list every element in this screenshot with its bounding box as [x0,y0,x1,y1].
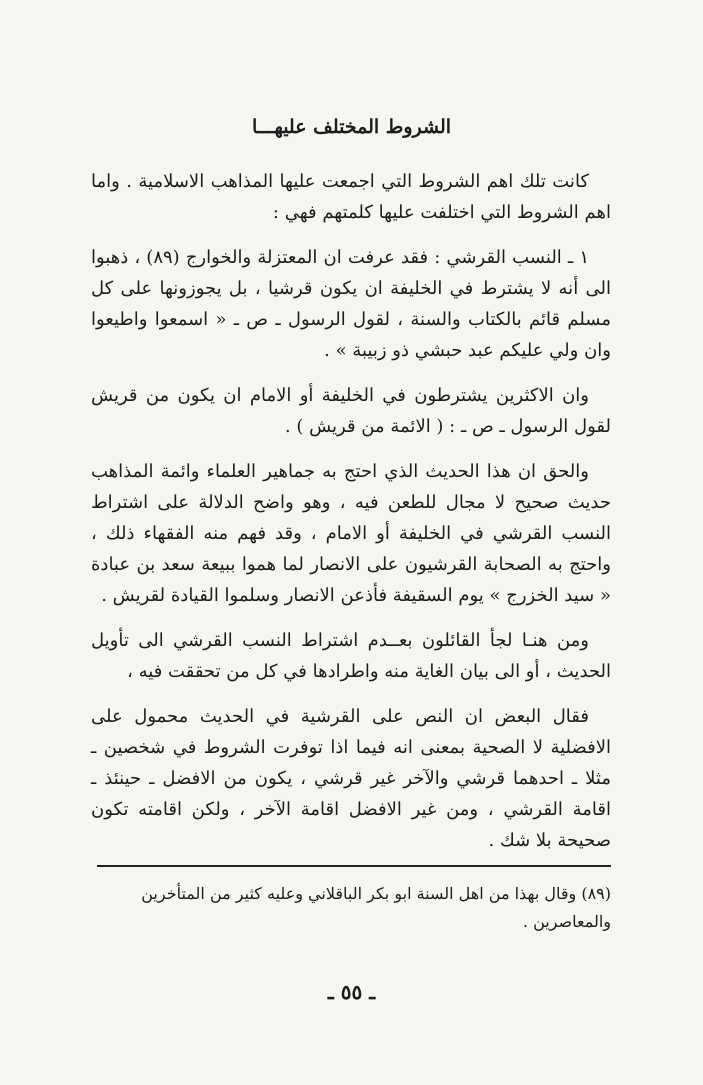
footnote: (٨٩) وقال بهذا من اهل السنة ابو بكر الباقلاني وعليه كثير من المتأخرين والمعاصرين . [141,884,611,931]
paragraph-preference: فقال البعض ان النص على القرشية في الحديث محمول على الافضلية لا الصحية بمعنى انه فيما اذا توفرت الشروط في شخصين ـ مثلا ـ احدهما قرشي والآخر غير قرشي ، يكون من الافضل ـ حينئذ ـ اقامة القرشي ، ومن غير الافضل اقامة الآخر ، ولكن اقامته تكون صحيحة بلا شك . [91,706,611,851]
paragraph-truth: والحق ان هذا الحديث الذي احتج به جماهير العلماء وائمة المذاهب حديث صحيح لا مجال للطعن فيه ، وهو واضح الدلالة على اشتراط النسب القرشي في الخليفة أو الامام ، وقد فهم منه الفقهاء ذلك ، واحتج به الصحابة القرشيون على الانصار لما هموا ببيعة سعد بن عبادة « سيد الخزرج » يوم السقيفة فأذعن الانصار وسلموا القيادة لقريش . [91,461,611,606]
footnote-divider [97,865,611,867]
body-text [91,166,611,870]
paragraph-interpretation: ومن هنـا لجأ القائلون بعــدم اشتراط النسب القرشي الى تأويل الحديث ، أو الى بيان الغاية منه واطرادها في كل من تحققت فيه ، [91,630,611,682]
paragraph-majority: وان الاكثرين يشترطون في الخليفة أو الامام ان يكون من قريش لقول الرسول ـ ص ـ : ( الائمة من قريش ) . [91,385,611,437]
paragraph-lineage: ١ ـ النسب القرشي : فقد عرفت ان المعتزلة والخوارج (٨٩) ، ذهبوا الى أنه لا يشترط في الخليفة ان يكون قرشيا ، بل يجوزونها على كل مسلم قائم بالكتاب والسنة ، لقول الرسول ـ ص ـ « اسمعوا واطيعوا وان ولي عليكم عبد حبشي ذو زبيبة » . [91,247,611,361]
page-number: ـ ٥٥ ـ [327,980,376,1004]
page-title: الشروط المختلف عليهـــا [251,116,452,138]
paragraph-intro: كانت تلك اهم الشروط التي اجمعت عليها المذاهب الاسلامية . واما اهم الشروط التي اختلفت عليها كلمتهم فهي : [91,171,611,223]
